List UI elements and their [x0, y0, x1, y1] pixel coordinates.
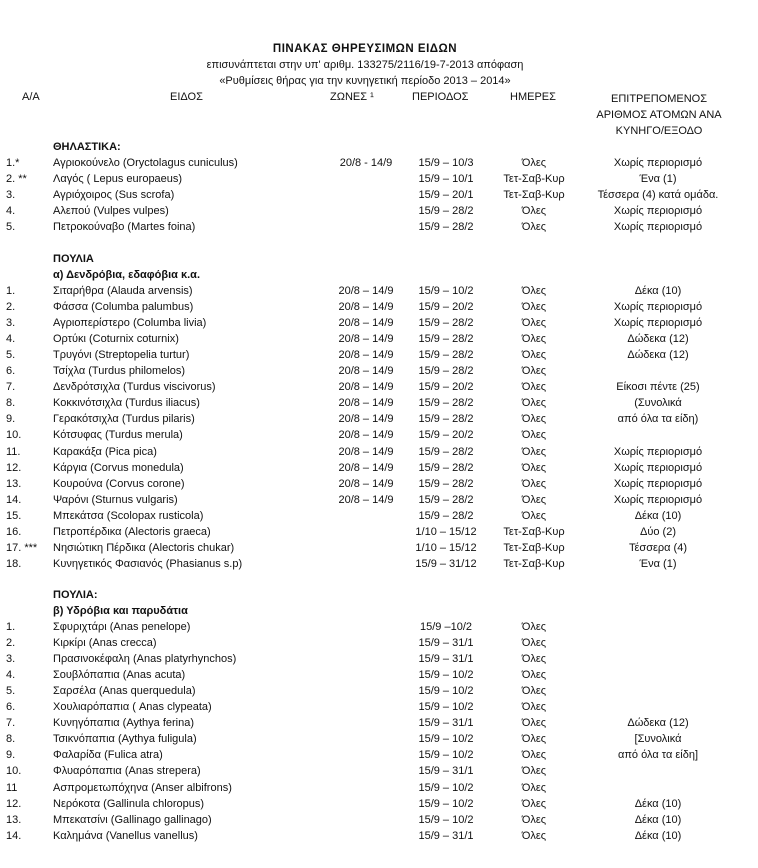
- table-row: [0, 701, 758, 717]
- species-name: Πετροκούναβο (Martes foina): [53, 221, 196, 234]
- hunting-days: Τετ-Σαβ-Κυρ: [503, 525, 565, 538]
- species-name: Λαγός ( Lepus europaeus): [53, 173, 183, 186]
- row-number: 2.: [6, 637, 16, 650]
- hunting-period: 15/9 – 20/2: [418, 429, 474, 442]
- bag-limit: Δέκα (10): [634, 509, 682, 522]
- species-name: Κότσυφας (Turdus merula): [53, 429, 183, 442]
- species-name: Νησιώτικη Πέρδικα (Alectoris chukar): [53, 541, 235, 554]
- hunting-days: Όλες: [521, 621, 547, 633]
- hunting-period: 15/9 – 28/2: [418, 333, 474, 346]
- zone-dates: 20/8 – 14/9: [338, 285, 394, 297]
- bag-limit: Δέκα (10): [634, 797, 682, 810]
- row-number: 13.: [6, 477, 22, 490]
- column-header-aa: Α/Α: [22, 91, 40, 103]
- hunting-days: Όλες: [521, 733, 547, 746]
- table-row: [0, 749, 758, 765]
- hunting-period: 15/9 – 31/12: [415, 557, 477, 570]
- hunting-period: 15/9 – 28/2: [418, 349, 474, 362]
- species-name: Κυνηγετικός Φασιανός (Phasianus s.p): [53, 557, 243, 570]
- table-row: [0, 397, 758, 413]
- hunting-days: Όλες: [521, 477, 547, 490]
- table-row: [0, 782, 758, 798]
- species-name: Δενδρότσιχλα (Turdus viscivorus): [53, 381, 216, 394]
- section-heading: ΠΟΥΛΙΑ:: [53, 589, 98, 601]
- row-number: 1.: [6, 285, 16, 297]
- bag-limit: Χωρίς περιορισμό: [613, 317, 703, 330]
- column-header-species: ΕΙΔΟΣ: [170, 91, 203, 103]
- section-subheading: β) Υδρόβια και παρυδάτια: [53, 605, 188, 617]
- hunting-period: 15/9 – 10/2: [418, 813, 474, 826]
- section-heading: ΠΟΥΛΙΑ: [53, 253, 94, 265]
- table-row: [0, 830, 758, 846]
- hunting-period: 15/9 –10/2: [420, 621, 472, 633]
- species-name: Μπεκάτσα (Scolopax rusticola): [53, 509, 204, 522]
- bag-limit: Δύο (2): [640, 525, 676, 538]
- table-row: [0, 365, 758, 381]
- bag-limit: Δώδεκα (12): [627, 333, 689, 346]
- table-row: [0, 429, 758, 445]
- table-row: [0, 221, 758, 237]
- hunting-period: 15/9 – 10/2: [418, 797, 474, 810]
- row-number: 3.: [6, 189, 16, 202]
- hunting-days: Όλες: [521, 365, 547, 378]
- species-name: Καρακάξα (Pica pica): [53, 445, 157, 458]
- row-number: 2.: [6, 301, 16, 314]
- hunting-days: Όλες: [521, 413, 547, 426]
- row-number: 5.: [6, 685, 16, 698]
- row-number: 12.: [6, 797, 22, 810]
- hunting-days: Όλες: [521, 301, 547, 314]
- row-number: 9.: [6, 749, 16, 762]
- zone-dates: 20/8 – 14/9: [338, 333, 394, 346]
- zone-dates: 20/8 – 14/9: [338, 477, 394, 490]
- zone-dates: 20/8 – 14/9: [338, 397, 394, 410]
- species-name: Μπεκατσίνι (Gallinago gallinago): [53, 813, 212, 826]
- hunting-days: Όλες: [521, 429, 547, 442]
- hunting-days: Όλες: [521, 637, 547, 650]
- species-name: Κάργια (Corvus monedula): [53, 461, 184, 474]
- row-number: 10.: [6, 765, 22, 778]
- hunting-period: 15/9 – 31/1: [418, 765, 474, 778]
- species-name: Φάσσα (Columba palumbus): [53, 301, 194, 314]
- table-row: [0, 381, 758, 397]
- species-name: Σαρσέλα (Anas querquedula): [53, 685, 196, 698]
- hunting-period: 15/9 – 28/2: [418, 397, 474, 410]
- table-row: [0, 189, 758, 205]
- bag-limit: [Συνολικά: [634, 733, 682, 746]
- bag-limit: (Συνολικά: [634, 397, 682, 410]
- bag-limit: Δώδεκα (12): [627, 717, 689, 730]
- hunting-days: Όλες: [521, 813, 547, 826]
- table-row: [0, 462, 758, 478]
- species-name: Καλημάνα (Vanellus vanellus): [53, 829, 198, 842]
- document-title: ΠΙΝΑΚΑΣ ΘΗΡΕΥΣΙΜΩΝ ΕΙΔΩΝ: [272, 43, 458, 55]
- zone-dates: 20/8 – 14/9: [338, 349, 394, 362]
- hunting-period: 15/9 – 10/2: [418, 701, 474, 714]
- hunting-days: Όλες: [521, 701, 547, 714]
- hunting-days: Όλες: [521, 349, 547, 362]
- species-name: Αγριοπερίστερο (Columba livia): [53, 317, 207, 330]
- hunting-period: 15/9 – 28/2: [418, 413, 474, 426]
- hunting-days: Όλες: [521, 797, 547, 810]
- row-number: 17. ***: [6, 541, 38, 554]
- hunting-period: 15/9 – 28/2: [418, 493, 474, 506]
- bag-limit: Ένα (1): [639, 173, 677, 186]
- row-number: 7.: [6, 381, 16, 394]
- table-row: [0, 285, 758, 301]
- row-number: 1.*: [6, 157, 20, 169]
- hunting-days: Όλες: [521, 381, 547, 394]
- hunting-days: Όλες: [521, 285, 547, 297]
- table-row: [0, 301, 758, 317]
- row-number: 15.: [6, 509, 22, 522]
- table-row: [0, 333, 758, 349]
- species-name: Σιταρήθρα (Alauda arvensis): [53, 285, 193, 297]
- row-number: 10.: [6, 429, 22, 442]
- hunting-period: 1/10 – 15/12: [415, 525, 477, 538]
- table-row: [0, 317, 758, 333]
- hunting-days: Όλες: [521, 493, 547, 506]
- row-number: 16.: [6, 525, 22, 538]
- column-header-limit-line3: ΚΥΝΗΓΟ/ΕΞΟΔΟ: [615, 125, 703, 137]
- species-name: Τσίχλα (Turdus philomelos): [53, 365, 186, 378]
- bag-limit: Είκοσι πέντε (25): [616, 381, 700, 394]
- table-row: [0, 510, 758, 526]
- row-number: 14.: [6, 829, 22, 842]
- hunting-days: Τετ-Σαβ-Κυρ: [503, 557, 565, 570]
- hunting-days: Όλες: [521, 509, 547, 522]
- table-row: [0, 558, 758, 574]
- bag-limit: από όλα τα είδη): [617, 413, 699, 426]
- row-number: 8.: [6, 397, 16, 410]
- species-name: Σφυριχτάρι (Anas penelope): [53, 621, 191, 633]
- species-name: Τρυγόνι (Streptopelia turtur): [53, 349, 190, 362]
- bag-limit: Χωρίς περιορισμό: [613, 301, 703, 314]
- zone-dates: 20/8 – 14/9: [338, 429, 394, 442]
- row-number: 7.: [6, 717, 16, 730]
- row-number: 11: [6, 781, 18, 794]
- hunting-period: 15/9 – 31/1: [418, 653, 474, 666]
- hunting-period: 15/9 – 10/3: [418, 157, 474, 169]
- species-name: Πετροπέρδικα (Alectoris graeca): [53, 525, 211, 538]
- table-row: [0, 653, 758, 669]
- table-row: [0, 717, 758, 733]
- hunting-period: 15/9 – 28/2: [418, 461, 474, 474]
- zone-dates: 20/8 – 14/9: [338, 461, 394, 474]
- table-row: [0, 205, 758, 221]
- hunting-period: 15/9 – 10/2: [418, 685, 474, 698]
- bag-limit: Χωρίς περιορισμό: [613, 461, 703, 474]
- table-row: [0, 733, 758, 749]
- hunting-days: Τετ-Σαβ-Κυρ: [503, 541, 565, 554]
- hunting-days: Όλες: [521, 653, 547, 666]
- species-name: Χουλιαρόπαπια ( Anas clypeata): [53, 701, 212, 714]
- zone-dates: 20/8 – 14/9: [338, 365, 394, 378]
- row-number: 8.: [6, 733, 16, 746]
- hunting-days: Όλες: [521, 221, 547, 234]
- hunting-days: Όλες: [521, 157, 547, 169]
- zone-dates: 20/8 – 14/9: [338, 381, 394, 394]
- table-row: [0, 526, 758, 542]
- row-number: 12.: [6, 461, 22, 474]
- hunting-days: Όλες: [521, 685, 547, 698]
- bag-limit: Χωρίς περιορισμό: [613, 221, 703, 234]
- hunting-period: 15/9 – 10/2: [418, 733, 474, 746]
- species-name: Σουβλόπαπια (Anas acuta): [53, 669, 186, 682]
- row-number: 4.: [6, 333, 16, 346]
- hunting-period: 15/9 – 28/2: [418, 221, 474, 234]
- hunting-period: 1/10 – 15/12: [415, 541, 477, 554]
- hunting-days: Όλες: [521, 765, 547, 778]
- hunting-days: Όλες: [521, 781, 547, 794]
- hunting-days: Όλες: [521, 829, 547, 842]
- bag-limit: Χωρίς περιορισμό: [613, 157, 703, 169]
- zone-dates: 20/8 – 14/9: [338, 317, 394, 330]
- column-header-limit: [586, 91, 732, 139]
- row-number: 11.: [6, 445, 21, 458]
- row-number: 5.: [6, 221, 16, 234]
- hunting-period: 15/9 – 28/2: [418, 477, 474, 490]
- bag-limit: από όλα τα είδη]: [617, 749, 699, 762]
- hunting-days: Όλες: [521, 669, 547, 682]
- hunting-period: 15/9 – 10/2: [418, 749, 474, 762]
- hunting-period: 15/9 – 28/2: [418, 317, 474, 330]
- hunting-period: 15/9 – 31/1: [418, 717, 474, 730]
- species-name: Τσικνόπαπια (Aythya fuligula): [53, 733, 197, 746]
- table-row: [0, 798, 758, 814]
- row-number: 1.: [6, 621, 16, 633]
- bag-limit: Χωρίς περιορισμό: [613, 445, 703, 458]
- species-name: Φαλαρίδα (Fulica atra): [53, 749, 163, 762]
- zone-dates: 20/8 – 14/9: [338, 493, 394, 506]
- column-header-days: ΗΜΕΡΕΣ: [510, 91, 556, 103]
- section-subheading: α) Δενδρόβια, εδαφόβια κ.α.: [53, 269, 200, 281]
- table-row: [0, 765, 758, 781]
- hunting-period: 15/9 – 20/2: [418, 381, 474, 394]
- hunting-period: 15/9 – 10/1: [418, 173, 474, 186]
- document-subtitle-season: «Ρυθμίσεις θήρας για την κυνηγετική περίοδο 2013 – 2014»: [219, 75, 511, 87]
- bag-limit: Δώδεκα (12): [627, 349, 689, 362]
- species-name: Πρασινοκέφαλη (Anas platyrhynchos): [53, 653, 237, 666]
- column-header-limit-line2: ΑΡΙΘΜΟΣ ΑΤΟΜΩΝ ΑΝΑ: [596, 109, 722, 121]
- bag-limit: Δέκα (10): [634, 829, 682, 842]
- hunting-period: 15/9 – 10/2: [418, 669, 474, 682]
- table-row: [0, 173, 758, 189]
- table-row: [0, 157, 758, 173]
- row-number: 4.: [6, 669, 16, 682]
- row-number: 2. **: [6, 173, 27, 186]
- table-row: [0, 349, 758, 365]
- bag-limit: Ένα (1): [639, 557, 677, 570]
- row-number: 13.: [6, 813, 22, 826]
- hunting-period: 15/9 – 10/2: [418, 781, 474, 794]
- table-row: [0, 542, 758, 558]
- bag-limit: Χωρίς περιορισμό: [613, 493, 703, 506]
- document-subtitle-reference: επισυνάπτεται στην υπ' αριθμ. 133275/2116/19-7-2013 απόφαση: [206, 59, 524, 71]
- bag-limit: Τέσσερα (4) κατά ομάδα.: [597, 189, 719, 202]
- row-number: 3.: [6, 317, 16, 330]
- table-row: [0, 669, 758, 685]
- species-name: Φλυαρόπαπια (Anas strepera): [53, 765, 201, 778]
- table-row: [0, 413, 758, 429]
- section-heading: ΘΗΛΑΣΤΙΚΑ:: [53, 141, 121, 153]
- bag-limit: Χωρίς περιορισμό: [613, 477, 703, 490]
- table-row: [0, 478, 758, 494]
- table-row: [0, 685, 758, 701]
- species-name: Κιρκίρι (Anas crecca): [53, 637, 157, 650]
- species-name: Αγριόχοιρος (Sus scrofa): [53, 189, 175, 202]
- species-name: Ασπρομετωπόχηνα (Anser albifrons): [53, 781, 232, 794]
- hunting-period: 15/9 – 31/1: [418, 829, 474, 842]
- row-number: 4.: [6, 205, 16, 218]
- hunting-period: 15/9 – 20/1: [418, 189, 474, 202]
- species-name: Ορτύκι (Coturnix coturnix): [53, 333, 179, 346]
- hunting-days: Τετ-Σαβ-Κυρ: [503, 173, 565, 186]
- column-header-period: ΠΕΡΙΟΔΟΣ: [412, 91, 469, 103]
- hunting-days: Όλες: [521, 461, 547, 474]
- bag-limit: Δέκα (10): [634, 813, 682, 826]
- column-header-limit-line1: ΕΠΙΤΡΕΠΟΜΕΝΟΣ: [610, 93, 708, 105]
- species-name: Κουρούνα (Corvus corone): [53, 477, 185, 490]
- bag-limit: Χωρίς περιορισμό: [613, 205, 703, 218]
- table-row: [0, 446, 758, 462]
- species-name: Αγριοκούνελο (Oryctolagus cuniculus): [53, 157, 238, 169]
- hunting-period: 15/9 – 28/2: [418, 509, 474, 522]
- hunting-days: Όλες: [521, 333, 547, 346]
- zone-dates: 20/8 - 14/9: [339, 157, 393, 169]
- hunting-days: Όλες: [521, 445, 547, 458]
- row-number: 3.: [6, 653, 16, 666]
- row-number: 6.: [6, 701, 16, 714]
- table-row: [0, 637, 758, 653]
- hunting-period: 15/9 – 20/2: [418, 301, 474, 314]
- hunting-days: Όλες: [521, 205, 547, 218]
- species-name: Ψαρόνι (Sturnus vulgaris): [53, 493, 178, 506]
- species-name: Αλεπού (Vulpes vulpes): [53, 205, 169, 218]
- zone-dates: 20/8 – 14/9: [338, 413, 394, 426]
- species-name: Κοκκινότσιχλα (Turdus iliacus): [53, 397, 200, 410]
- species-name: Γερακότσιχλα (Turdus pilaris): [53, 413, 195, 426]
- column-header-zones: ΖΩΝΕΣ ¹: [330, 91, 374, 103]
- species-name: Νερόκοτα (Gallinula chloropus): [53, 797, 205, 810]
- table-row: [0, 494, 758, 510]
- hunting-days: Όλες: [521, 397, 547, 410]
- table-row: [0, 621, 758, 637]
- hunting-period: 15/9 – 28/2: [418, 445, 474, 458]
- bag-limit: Τέσσερα (4): [628, 541, 687, 554]
- zone-dates: 20/8 – 14/9: [338, 445, 394, 458]
- hunting-period: 15/9 – 31/1: [418, 637, 474, 650]
- row-number: 18.: [6, 557, 22, 570]
- table-row: [0, 814, 758, 830]
- hunting-days: Τετ-Σαβ-Κυρ: [503, 189, 565, 202]
- row-number: 9.: [6, 413, 16, 426]
- hunting-days: Όλες: [521, 717, 547, 730]
- hunting-period: 15/9 – 10/2: [418, 285, 474, 297]
- bag-limit: Δέκα (10): [634, 285, 682, 297]
- hunting-days: Όλες: [521, 317, 547, 330]
- row-number: 5.: [6, 349, 16, 362]
- hunting-period: 15/9 – 28/2: [418, 365, 474, 378]
- species-name: Κυνηγόπαπια (Aythya ferina): [53, 717, 195, 730]
- zone-dates: 20/8 – 14/9: [338, 301, 394, 314]
- hunting-period: 15/9 – 28/2: [418, 205, 474, 218]
- row-number: 6.: [6, 365, 16, 378]
- row-number: 14.: [6, 493, 22, 506]
- hunting-days: Όλες: [521, 749, 547, 762]
